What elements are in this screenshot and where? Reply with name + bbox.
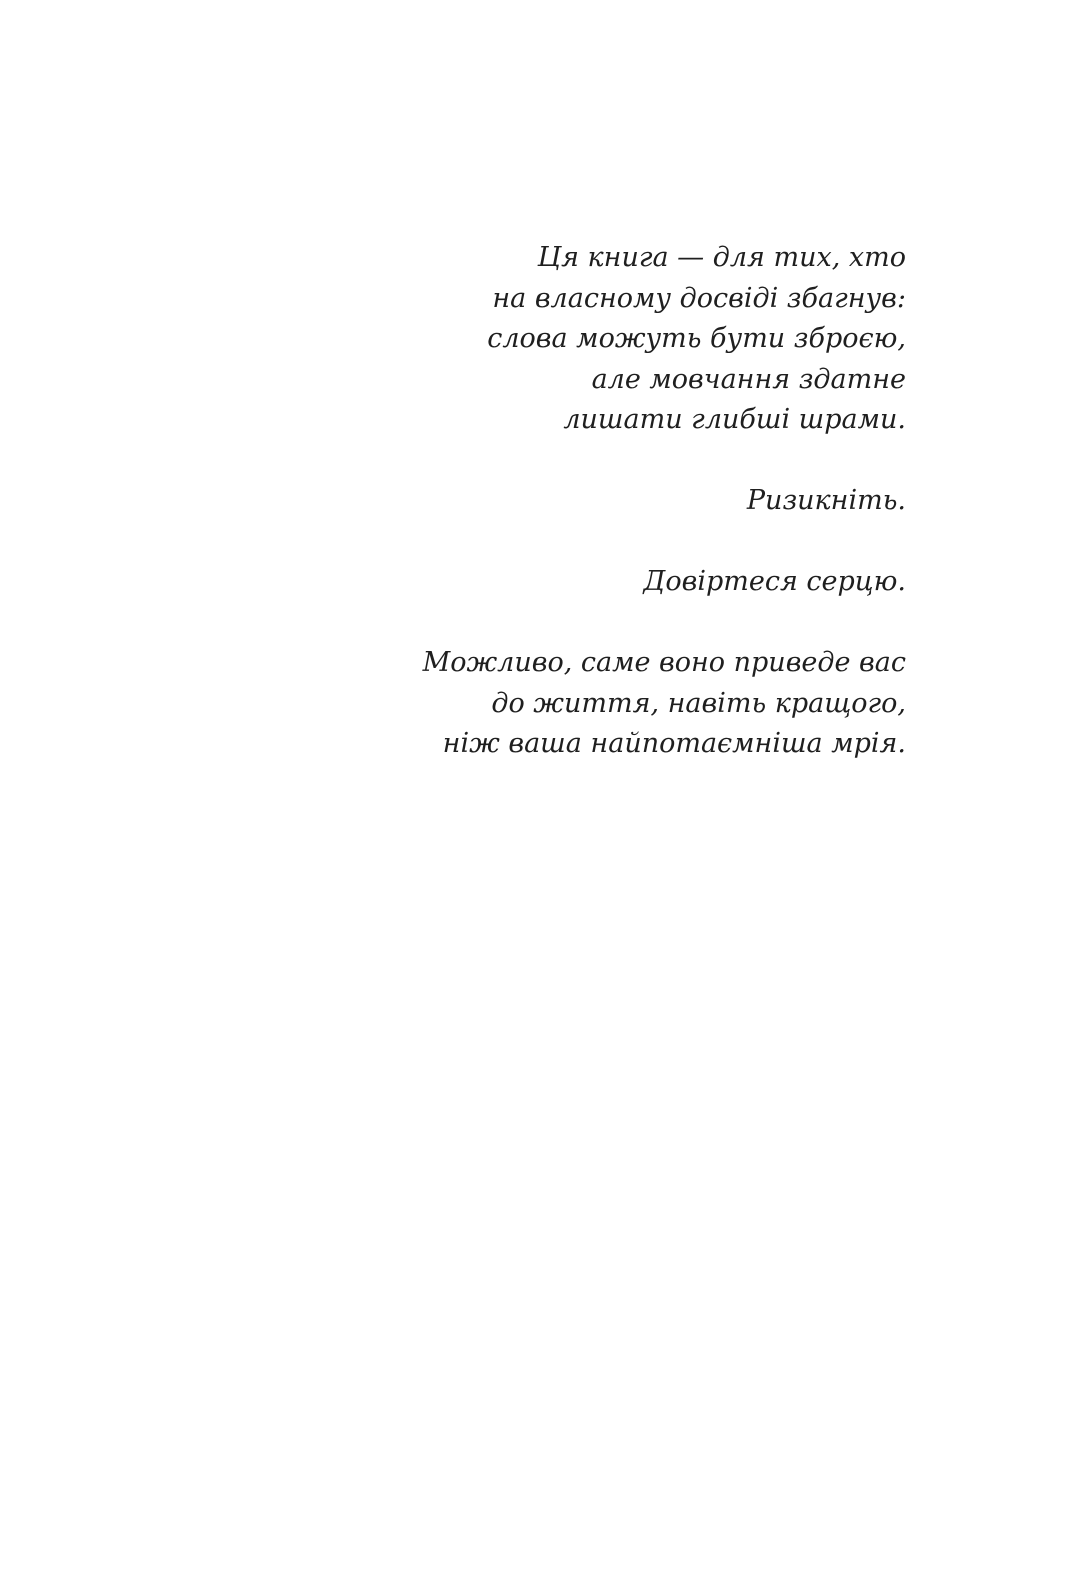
epigraph-line: слова можуть бути зброєю, xyxy=(487,323,906,354)
epigraph-line: лишати глибші шрами. xyxy=(563,404,906,435)
epigraph-stanza-1 xyxy=(346,238,906,441)
epigraph-line: до життя, навіть кращого, xyxy=(491,687,906,719)
epigraph-line: Можливо, саме воно приведе вас xyxy=(422,647,906,678)
epigraph-line: але мовчання здатне xyxy=(591,363,906,395)
epigraph-line: Ризикніть. xyxy=(746,485,906,516)
dedication-epigraph xyxy=(346,238,906,765)
epigraph-line: Довіртеся серцю. xyxy=(643,566,906,597)
epigraph-line: на власному досвіді збагнув: xyxy=(492,282,906,314)
epigraph-line: ніж ваша найпотаємніша мрія. xyxy=(442,728,906,759)
epigraph-stanza-2 xyxy=(346,481,906,522)
epigraph-line: Ця книга — для тих, хто xyxy=(537,242,906,273)
epigraph-stanza-3 xyxy=(346,562,906,603)
epigraph-stanza-4 xyxy=(346,643,906,765)
